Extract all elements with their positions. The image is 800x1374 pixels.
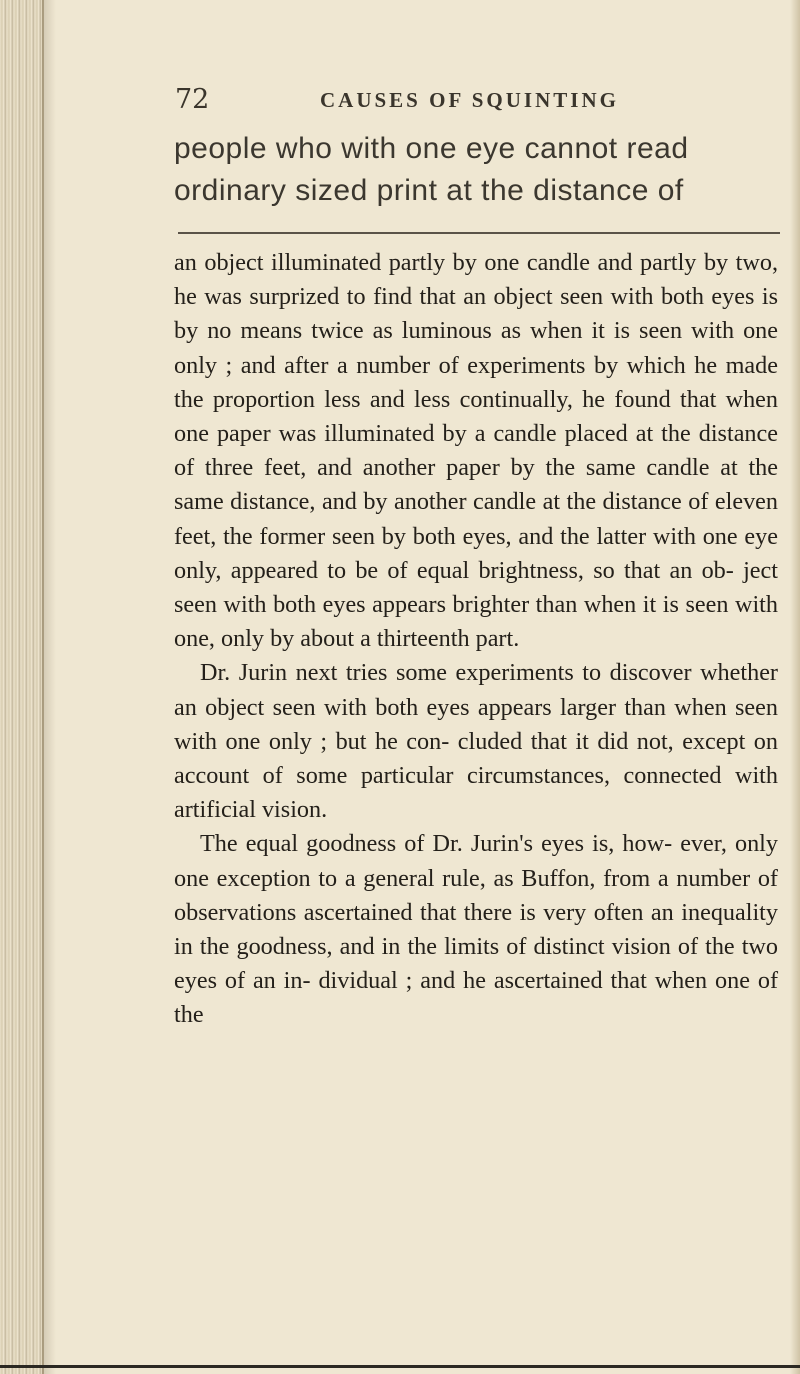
pasted-slip-text [174, 128, 774, 212]
paragraph-3: The equal goodness of Dr. Jurin's eyes is, how- ever, only one exception to a general rule, as Buffon, from a number of observations ascertained that there is very often an inequality in the goodness, and in the limits of distinct vision of the two eyes of an in- dividual ; and he ascertained that when one of the [174, 830, 778, 1029]
running-head [150, 84, 780, 114]
book-binding-edge [0, 0, 44, 1374]
running-title: CAUSES OF SQUINTING [320, 88, 619, 112]
gutter-shadow [42, 0, 56, 1374]
slip-line-2: ordinary sized print at the distance of [174, 174, 684, 207]
bottom-border-line [0, 1365, 800, 1368]
body-text [174, 246, 778, 1033]
book-page [150, 0, 780, 1374]
slip-line-1: people who with one eye cannot read [174, 132, 689, 165]
paragraph-1: an object illuminated partly by one candle and partly by two, he was surprized to find that an object seen with both eyes is by no means twice as luminous as when it is seen with one only ; and after a number of experiments by which he made the proportion less and less continually, he found that when one paper was illuminated by a candle placed at the distance of three feet, and another paper by the same candle at the same distance, and by another candle at the distance of eleven feet, the former seen by both eyes, and the latter with one eye only, appeared to be of equal brightness, so that an ob- ject seen with both eyes appears brighter than when it is seen with one, only by about a thirteenth part. [174, 249, 778, 653]
paragraph-2: Dr. Jurin next tries some experiments to discover whether an object seen with both eyes appears larger than when seen with one only ; but he con- cluded that it did not, except on account of some particular circumstances, connected with artificial vision. [174, 659, 778, 824]
page-number: 72 [175, 84, 210, 115]
slip-edge-rule [178, 232, 780, 234]
page-right-edge [790, 0, 800, 1374]
